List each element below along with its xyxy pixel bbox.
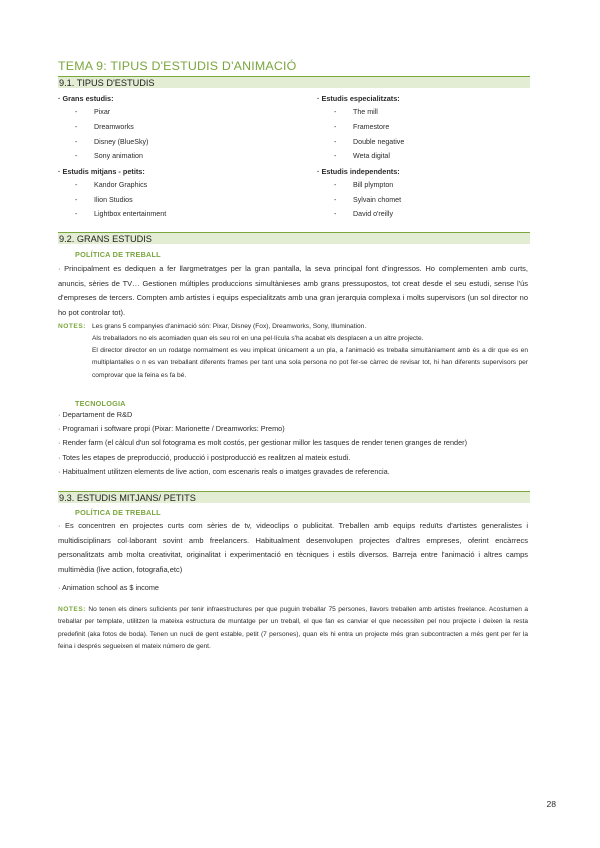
list-item: - (334, 152, 337, 160)
list-item: - (75, 181, 78, 189)
list-item: - (334, 108, 337, 116)
school-line: · Animation school as $ income (58, 583, 159, 592)
list-item: David o'reilly (353, 210, 393, 218)
list-item: Dreamworks (94, 123, 134, 131)
list-item: Sony animation (94, 152, 143, 160)
list-item: Ilion Studios (94, 196, 133, 204)
list-item: · Totes les etapes de preproducció, producció i postproducció es realitzen al mateix estudi. (58, 453, 351, 462)
notes-label: NOTES: (58, 606, 86, 613)
list-item: Pixar (94, 108, 111, 116)
list-item: - (75, 123, 78, 131)
notes-block (58, 604, 528, 654)
list-item: Lightbox entertainment (94, 210, 167, 218)
list-item: Double negative (353, 138, 405, 146)
paragraph: · Principalment es dediquen a fer llargmetratges per la gran pantalla, la seva principal font d'ingressos. Ho complementen amb curts, anuncis, sèries de TV… Gestionen múltiples produccions simultànieses amb grans pressupostos, tot creat desde el seu estudi, sense l'ús d'empreses de tercers. Compten amb artistes i equips especialitzats amb una gran jerarquia complexa i molts supervisors (un sol director no ho pot controlar tot). (58, 264, 528, 317)
list-item: - (334, 210, 337, 218)
page-number: 28 (546, 799, 556, 809)
list-item: - (75, 152, 78, 160)
list-item: · Departament de R&D (58, 410, 133, 419)
list-item: · Habitualment utilitzen elements de live action, com escenaris reals o imatges gravades de referencia. (58, 467, 390, 476)
list-item: The mill (353, 108, 378, 116)
list-item: - (75, 138, 78, 146)
politica-heading: POLÍTICA DE TREBALL (75, 508, 161, 517)
list-item: - (334, 196, 337, 204)
document-page (58, 0, 530, 848)
note-text: El director director en un rodatge normalment es veu implicat únicament a un pla, a l'animació es treballa simultàniament amb és a dir que es en multiplantalles o n es van treballant diferents frames per tant una sola persona no pot fer-se càrrec de revisar tot, hi han diferents supervisors per comprovar que la feina es fa bé. (92, 347, 528, 379)
note-text: Als treballadors no els acomiaden quan els seu rol en una pel·lícula s'ha acabat els desplacen a un altre projecte. (92, 335, 424, 342)
list-item: Kandor Graphics (94, 181, 148, 189)
list-item: Sylvain chomet (353, 196, 402, 204)
section-heading-9-2: 9.2. GRANS ESTUDIS (58, 232, 530, 244)
list-item: - (75, 210, 78, 218)
especialitzats-label: · Estudis especialitzats: (317, 94, 400, 103)
list-item: Disney (BlueSky) (94, 138, 149, 146)
list-item: · Render farm (el càlcul d'un sol fotograma es molt costós, per gestionar millor les tasques de render tenen granges de render) (58, 438, 468, 447)
list-item: - (334, 138, 337, 146)
tecnologia-heading: TECNOLOGIA (75, 399, 126, 408)
section-heading-9-3: 9.3. ESTUDIS MITJANS/ PETITS (58, 491, 530, 503)
notes-label: NOTES: (58, 323, 86, 330)
list-item: - (75, 196, 78, 204)
section-heading-9-1: 9.1. TIPUS D'ESTUDIS (58, 76, 530, 88)
list-item: Framestore (353, 123, 390, 131)
list-item: - (75, 108, 78, 116)
page-title: TEMA 9: TIPUS D'ESTUDIS D'ANIMACIÓ (58, 59, 297, 73)
list-item: - (334, 123, 337, 131)
mitjans-label: · Estudis mitjans - petits: (58, 167, 145, 176)
list-item: · Programari i software propi (Pixar: Marionette / Dreamworks: Premo) (58, 424, 285, 433)
list-item: Weta digital (353, 152, 390, 160)
grans-estudis-label: · Grans estudis: (58, 94, 114, 103)
note-text: No tenen els diners suficients per tenir infraestructures per que puguin treballar 75 persones, llavors treballen amb artistes freelance. Acostumen a treballar per template, utilitzen la mateixa estructura de muntatge per un treball, el que fan es canviar el que necessiten pel nou projecte i deixen la resta predefinit (aka fotos de boda). Tenen un nucli de gent estable, petit (7 persones), quan els hi entra un projecte més gran subcontracten a més gent per fer la feina i després segueixen el mateix número de gent. (58, 606, 528, 651)
paragraph: · Es concentren en projectes curts com sèries de tv, videoclips o publicitat. Treballen amb equips reduïts d'artistes generalistes i multidisciplinars col·laborant sovint amb freelancers. Habitualment desenvolupen projectes d'altres empreses, oferint encàrrecs personalitzats amb molta creativitat, originalitat i experimentació en tècniques i estils diversos. Barreja entre l'animació i altres camps multimèdia (live action, fotografia,etc) (58, 521, 528, 574)
note-text: Les grans 5 companyies d'animació són: Pixar, Disney (Fox), Dreamworks, Sony, Illumination. (92, 323, 367, 330)
list-item: - (334, 181, 337, 189)
list-item: Bill plympton (353, 181, 394, 189)
independents-label: · Estudis independents: (317, 167, 400, 176)
politica-heading: POLÍTICA DE TREBALL (75, 250, 161, 259)
